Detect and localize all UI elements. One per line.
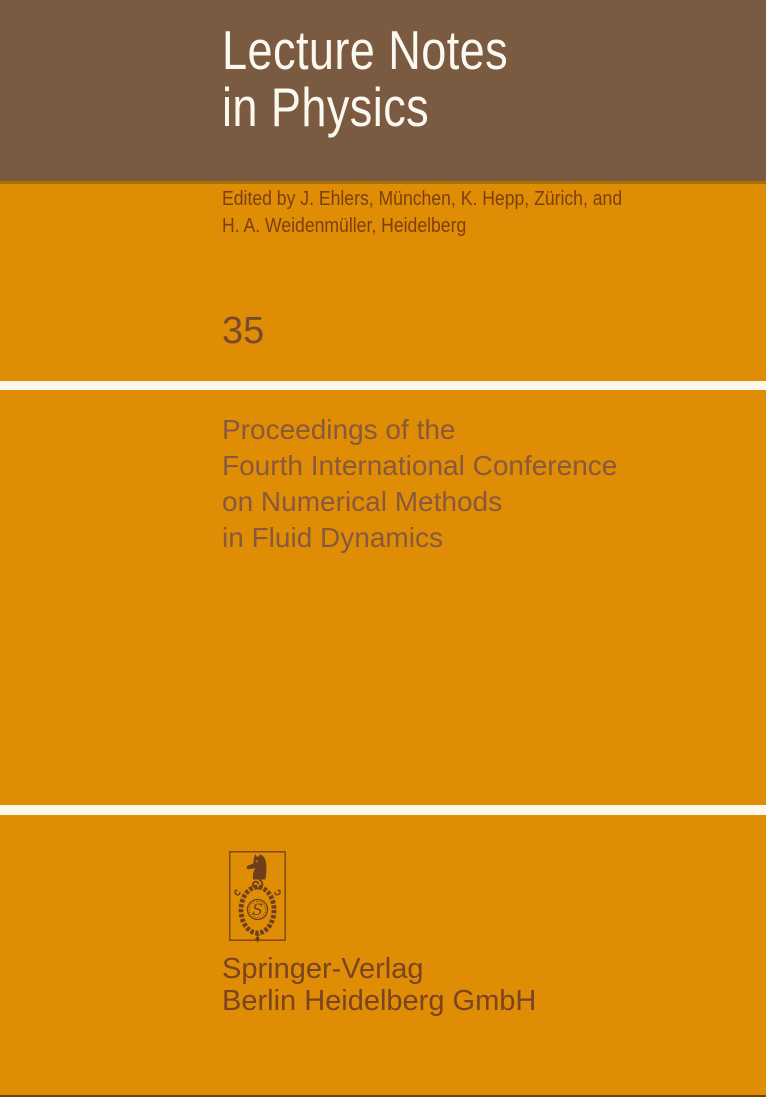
book-title-line-2: Fourth International Conference bbox=[222, 450, 618, 481]
publisher-line-2: Berlin Heidelberg GmbH bbox=[222, 985, 537, 1017]
editors-line-1: Edited by J. Ehlers, München, K. Hepp, Zürich, and bbox=[222, 188, 623, 210]
editors-credit bbox=[222, 186, 622, 240]
book-title bbox=[222, 412, 617, 556]
series-title bbox=[222, 19, 509, 138]
series-title-line-2: in Physics bbox=[222, 76, 430, 138]
series-title-line-1: Lecture Notes bbox=[222, 19, 509, 81]
divider-rule-top bbox=[0, 381, 766, 390]
book-title-line-4: in Fluid Dynamics bbox=[222, 522, 443, 553]
book-title-line-1: Proceedings of the bbox=[222, 414, 456, 445]
springer-emblem-icon bbox=[229, 851, 286, 943]
book-title-line-3: on Numerical Methods bbox=[222, 486, 503, 517]
publisher-name bbox=[222, 953, 536, 1017]
divider-rule-bottom bbox=[0, 805, 766, 815]
logo-monogram: S bbox=[252, 900, 263, 919]
band-bottom-edge bbox=[0, 181, 766, 184]
series-header-band bbox=[0, 0, 766, 181]
editors-line-2: H. A. Weidenmüller, Heidelberg bbox=[222, 215, 467, 237]
volume-number: 35 bbox=[222, 310, 265, 352]
publisher-line-1: Springer-Verlag bbox=[222, 953, 424, 985]
